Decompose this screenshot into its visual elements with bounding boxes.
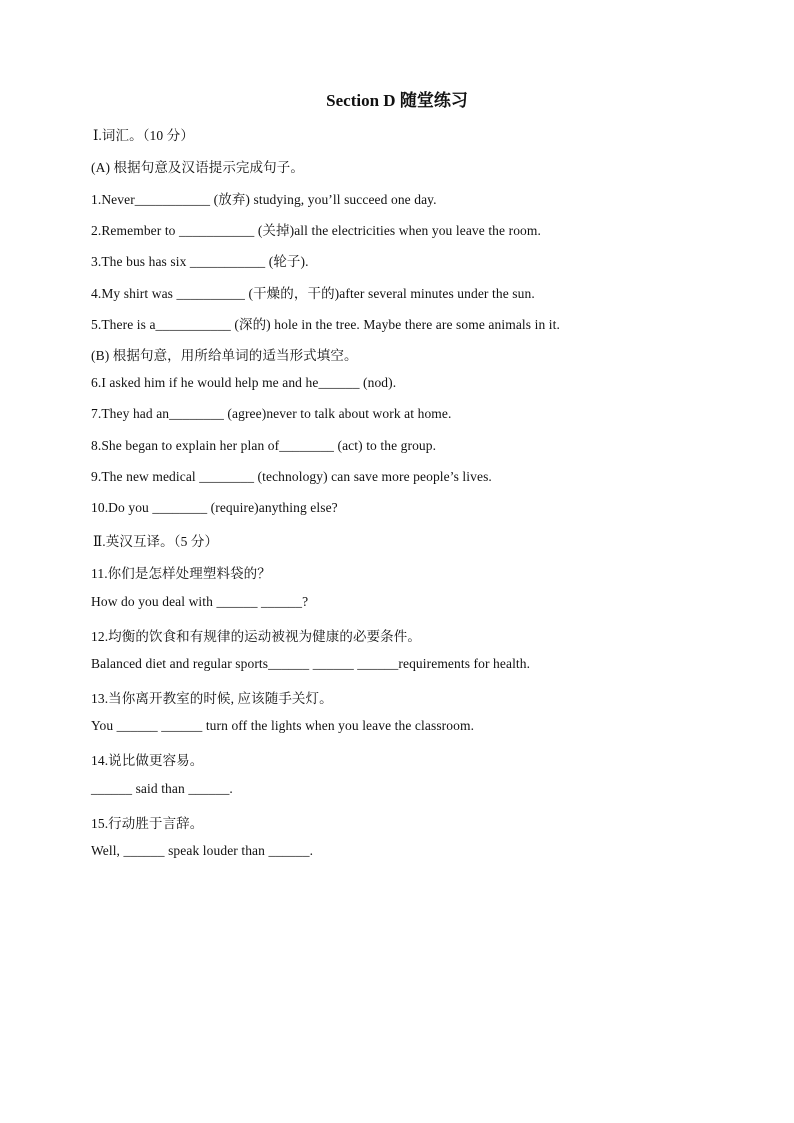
question-12-english: Balanced diet and regular sports______ ______ ______requirements for health.	[91, 656, 531, 671]
question-8: 8.She began to explain her plan of________ (act) to the group.	[91, 438, 437, 453]
instruction-a: (A) 根据句意及汉语提示完成句子。	[91, 160, 304, 175]
question-10: 10.Do you ________ (require)anything else?	[91, 500, 338, 515]
question-14-chinese: 14.说比做更容易。	[91, 753, 204, 768]
section-heading-translation: Ⅱ.英汉互译。（5 分）	[93, 534, 219, 549]
question-9: 9.The new medical ________ (technology) can save more people’s lives.	[91, 469, 492, 484]
question-11-english: How do you deal with ______ ______?	[91, 594, 309, 609]
question-6: 6.I asked him if he would help me and he______ (nod).	[91, 375, 397, 390]
question-13-chinese: 13.当你离开教室的时候, 应该随手关灯。	[91, 691, 333, 706]
question-14-english: ______ said than ______.	[91, 781, 233, 796]
question-7: 7.They had an________ (agree)never to talk about work at home.	[91, 406, 452, 421]
question-3: 3.The bus has six ___________ (轮子).	[91, 254, 309, 269]
question-2: 2.Remember to ___________ (关掉)all the electricities when you leave the room.	[91, 223, 541, 238]
instruction-b: (B) 根据句意，用所给单词的适当形式填空。	[91, 348, 358, 363]
question-5: 5.There is a___________ (深的) hole in the tree. Maybe there are some animals in it.	[91, 317, 560, 332]
question-4: 4.My shirt was __________ (干燥的，干的)after several minutes under the sun.	[91, 286, 535, 301]
question-15-english: Well, ______ speak louder than ______.	[91, 843, 314, 858]
section-heading-vocabulary: Ⅰ.词汇。（10 分）	[93, 128, 194, 143]
question-1: 1.Never___________ (放弃) studying, you’ll succeed one day.	[91, 192, 437, 207]
question-15-chinese: 15.行动胜于言辞。	[91, 816, 204, 831]
question-13-english: You ______ ______ turn off the lights when you leave the classroom.	[91, 718, 475, 733]
page-title: Section D 随堂练习	[326, 91, 468, 110]
question-12-chinese: 12.均衡的饮食和有规律的运动被视为健康的必要条件。	[91, 629, 421, 644]
question-11-chinese: 11.你们是怎样处理塑料袋的？	[91, 566, 271, 581]
